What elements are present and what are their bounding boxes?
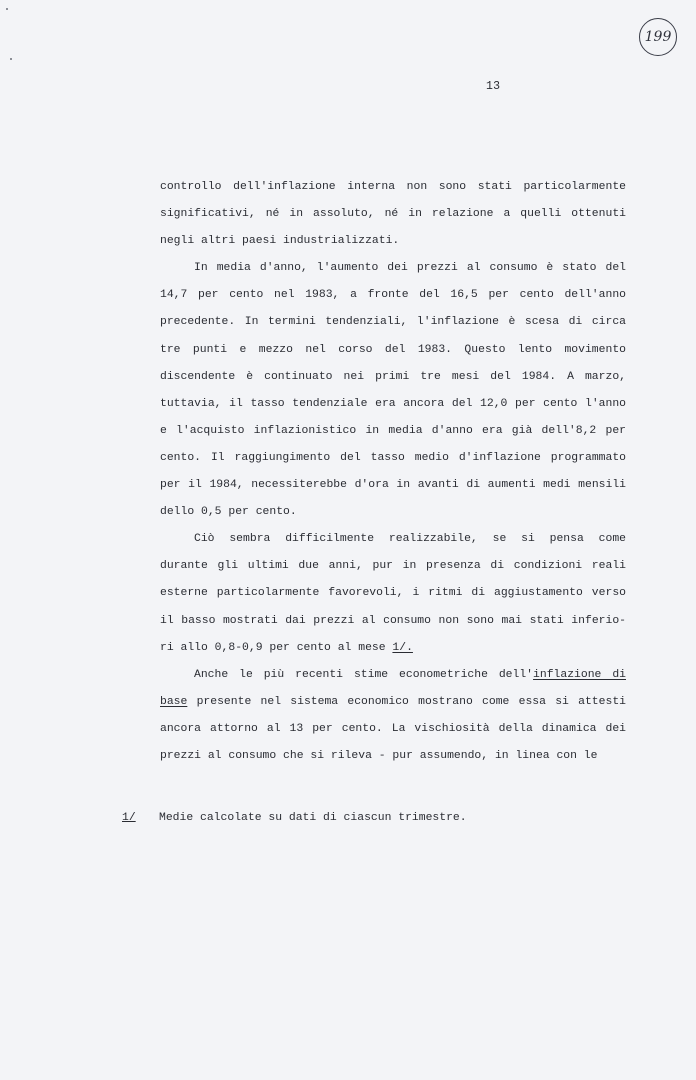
text-line: e l'acquisto inflazionistico in media d'anno era già dell'8,2 per: [160, 424, 626, 437]
text-line: tuttavia, il tasso tendenziale era ancora del 12,0 per cento l'anno: [160, 397, 626, 410]
footnote: [122, 808, 622, 828]
paragraph-4: [160, 662, 626, 770]
scan-speck: [10, 58, 12, 60]
underlined-term: base: [160, 695, 188, 708]
text-line: tre punti e mezzo nel corso del 1983. Questo lento movimento: [160, 343, 626, 356]
text-line: [160, 662, 626, 689]
line-text: Anche le più recenti stime econometriche dell': [194, 668, 534, 681]
text-line: controllo dell'inflazione interna non sono stati particolarmente: [160, 181, 626, 193]
footnote-text: Medie calcolate su dati di ciascun trimestre.: [159, 812, 467, 824]
text-line: negli altri paesi industrializzati.: [160, 235, 400, 248]
text-line: prezzi al consumo che si rileva - pur assumendo, in linea con le: [160, 749, 598, 762]
footnote-mark: 1/: [122, 812, 136, 824]
paragraph-3: [160, 526, 626, 661]
text-line: 14,7 per cento nel 1983, a fronte del 16,5 per cento dell'anno: [160, 289, 626, 302]
line-text: presente nel sistema economico mostrano come essa si attesti: [196, 695, 626, 708]
page-number: 13: [486, 80, 501, 93]
text-line: cento. Il raggiungimento del tasso medio d'inflazione programmato: [160, 451, 626, 464]
body-text: [160, 174, 626, 770]
archive-stamp: [639, 18, 677, 56]
scan-speck: [6, 8, 8, 10]
text-line: precedente. In termini tendenziali, l'inflazione è scesa di circa: [160, 316, 626, 329]
text-line: discendente è continuato nei primi tre mesi del 1984. A marzo,: [160, 370, 626, 383]
text-line: significativi, né in assoluto, né in relazione a quelli ottenuti: [160, 208, 626, 221]
text-line: ancora attorno al 13 per cento. La vischiosità della dinamica dei: [160, 722, 626, 735]
stamp-number: 199: [644, 29, 672, 45]
text-line: durante gli ultimi due anni, pur in presenza di condizioni reali: [160, 560, 626, 573]
underlined-term: inflazione di: [533, 668, 626, 681]
text-line: per il 1984, necessiterebbe d'ora in avanti di aumenti medi mensili: [160, 479, 626, 492]
text-line: il basso mostrati dai prezzi al consumo non sono mai stati inferio-: [160, 614, 626, 627]
text-line: esterne particolarmente favorevoli, i ritmi di aggiustamento verso: [160, 587, 626, 600]
text-line: [160, 689, 626, 716]
paragraph-1: [160, 174, 626, 255]
text-line: [160, 635, 626, 662]
line-text: ri allo 0,8-0,9 per cento al mese: [160, 641, 393, 654]
text-line: In media d'anno, l'aumento dei prezzi al consumo è stato del: [194, 262, 626, 275]
footnote-reference: 1/.: [392, 641, 413, 654]
text-line: dello 0,5 per cento.: [160, 506, 297, 519]
paragraph-2: [160, 255, 626, 526]
text-line: Ciò sembra difficilmente realizzabile, se si pensa come: [194, 533, 626, 546]
